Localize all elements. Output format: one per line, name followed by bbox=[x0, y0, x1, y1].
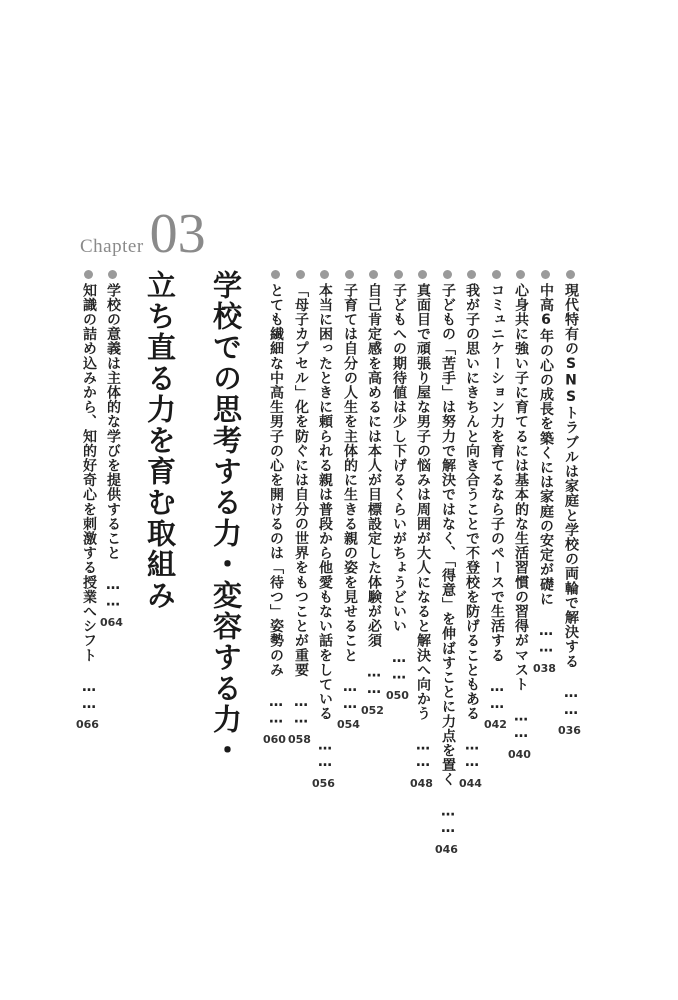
chapter-number: 03 bbox=[149, 203, 206, 265]
toc-page-number: 056 bbox=[312, 776, 335, 790]
toc-item-title: 知識の詰め込みから、知的好奇心を刺激する授業へシフト …… bbox=[81, 283, 97, 713]
toc-page-number: 046 bbox=[435, 842, 458, 856]
toc-item-title: 「母子カプセル」化を防ぐには自分の世界をもつことが重要 …… bbox=[293, 283, 309, 727]
toc-item-title: コミュニケーション力を育てるなら子のペースで生活する …… bbox=[489, 283, 505, 713]
bullet-dot-icon bbox=[566, 270, 575, 279]
toc-item-title: 現代特有のSNSトラブルは家庭と学校の両輪で解決する …… bbox=[563, 283, 579, 719]
toc-item-title: とても繊細な中高生男子の心を開けるのは「待つ」姿勢のみ …… bbox=[268, 283, 284, 727]
bullet-dot-icon bbox=[492, 270, 501, 279]
chapter-heading bbox=[80, 203, 206, 265]
chapter-title-line-1: 学校での思考する力・変容する力・ bbox=[209, 270, 243, 766]
chapter-title-line-2: 立ち直る力を育む取組み bbox=[143, 270, 177, 611]
bullet-dot-icon bbox=[467, 270, 476, 279]
toc-item-title: 子どもへの期待値は少し下げるくらいがちょうどいい …… bbox=[391, 283, 407, 684]
bullet-dot-icon bbox=[443, 270, 452, 279]
toc-item-title: 自己肯定感を高めるには本人が目標設定した体験が必須 …… bbox=[366, 283, 382, 698]
toc-page-number: 058 bbox=[288, 733, 311, 746]
toc-page-number: 040 bbox=[508, 747, 531, 761]
toc-page-number: 060 bbox=[263, 733, 286, 746]
toc-item-title: 子どもの「苦手」は努力で解決ではなく、「得意」を伸ばすことに力点を置く …… bbox=[440, 283, 456, 837]
toc-page-number: 064 bbox=[100, 616, 123, 630]
toc-page-number: 052 bbox=[361, 703, 384, 717]
chapter-word: Chapter bbox=[80, 236, 144, 257]
toc-page-number: 048 bbox=[410, 776, 433, 790]
bullet-dot-icon bbox=[84, 270, 93, 279]
toc-item-title: 中高6年の心の成長を築くには家庭の安定が礎に …… bbox=[538, 283, 554, 656]
toc-item-title: 我が子の思いにきちんと向き合うことで不登校を防げることもある …… bbox=[464, 283, 480, 771]
toc-item-title: 本当に困ったときに頼られる親は普段から他愛もない話をしている …… bbox=[317, 283, 333, 771]
bullet-dot-icon bbox=[418, 270, 427, 279]
toc-page-number: 066 bbox=[76, 718, 99, 732]
toc-page-number: 038 bbox=[533, 662, 556, 675]
bullet-dot-icon bbox=[108, 270, 117, 279]
toc-item-title: 心身共に強い子に育てるには基本的な生活習慣の習得がマスト …… bbox=[513, 283, 529, 742]
toc-page-number: 054 bbox=[337, 718, 360, 732]
bullet-dot-icon bbox=[369, 270, 378, 279]
toc-item-title: 子育ては自分の人生を主体的に生きる親の姿を見せること …… bbox=[342, 283, 358, 713]
bullet-dot-icon bbox=[516, 270, 525, 279]
bullet-dot-icon bbox=[296, 270, 305, 279]
bullet-dot-icon bbox=[541, 270, 550, 279]
toc-page-number: 036 bbox=[558, 724, 581, 738]
bullet-dot-icon bbox=[320, 270, 329, 279]
toc-page-number: 042 bbox=[484, 718, 507, 732]
toc-page-number: 050 bbox=[386, 689, 409, 703]
toc-page-number: 044 bbox=[459, 776, 482, 790]
bullet-dot-icon bbox=[271, 270, 280, 279]
bullet-dot-icon bbox=[345, 270, 354, 279]
toc-item-title: 学校の意義は主体的な学びを提供すること …… bbox=[105, 283, 121, 611]
bullet-dot-icon bbox=[394, 270, 403, 279]
toc-item-title: 真面目で頑張り屋な男子の悩みは周囲が大人になると解決へ向かう …… bbox=[415, 283, 431, 771]
